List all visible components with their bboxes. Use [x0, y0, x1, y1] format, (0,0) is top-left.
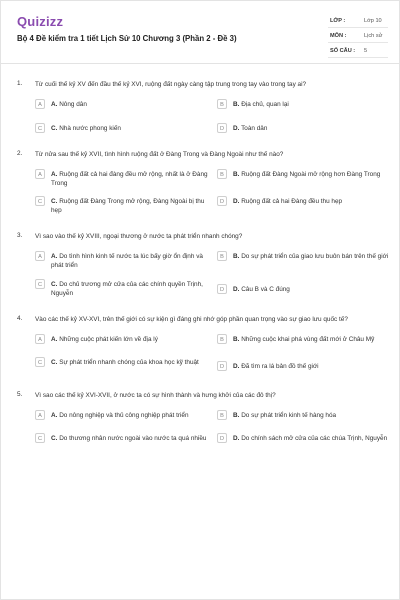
option-text: Do chính sách mở cửa của các chúa Trịnh, Nguyễn — [241, 435, 388, 442]
option-letter: C. — [51, 435, 58, 442]
option-text: Do sự phát triển của giao lưu buôn bán trên thế giới — [241, 253, 389, 260]
option-text: Sự phát triển nhanh chóng của khoa học kỹ thuật — [59, 359, 199, 366]
option-text: Nông dân — [59, 101, 87, 108]
option-letter: C. — [51, 198, 58, 205]
option-text: Địa chủ, quan lại — [241, 101, 289, 108]
option-box: C — [35, 433, 45, 443]
option-letter: D. — [233, 363, 240, 370]
option-letter: B. — [233, 171, 240, 178]
option-letter: D. — [233, 125, 240, 132]
option-letter: C. — [51, 281, 58, 288]
option-letter: A. — [51, 336, 58, 343]
option-box: A — [35, 410, 45, 420]
option-box: A — [35, 99, 45, 109]
option-box: B — [217, 169, 227, 179]
option-box: C — [35, 279, 45, 289]
meta-key: MÔN : — [330, 33, 347, 39]
option-box: C — [35, 123, 45, 133]
meta-row-grade — [328, 15, 388, 28]
option-text: Nhà nước phong kiến — [59, 125, 121, 132]
option-box: A — [35, 334, 45, 344]
option-text: Do sự phát triển kinh tế hàng hóa — [241, 412, 337, 419]
option-letter: B. — [233, 336, 240, 343]
option-text: Do tình hình kinh tế nước ta lúc bấy giờ ổn định và phát triển — [51, 253, 203, 269]
option-letter: D. — [233, 435, 240, 442]
question-text: Vì sao vào thế kỷ XVIII, ngoại thương ở nước ta phát triển nhanh chóng? — [35, 233, 243, 240]
meta-row-question-count — [328, 45, 388, 58]
option-letter: B. — [233, 253, 240, 260]
meta-key: LỚP : — [330, 18, 346, 24]
option-box: D — [217, 196, 227, 206]
option-letter: A. — [51, 253, 58, 260]
option-box: D — [217, 361, 227, 371]
option-box: A — [35, 251, 45, 261]
meta-row-subject — [328, 30, 388, 43]
question-text: Vì sao các thế kỷ XVI-XVII, ở nước ta có sự hình thành và hưng khởi của các đô thị? — [35, 392, 276, 399]
option-letter: A. — [51, 171, 58, 178]
option-text: Câu B và C đúng — [241, 286, 290, 293]
option-letter: C. — [51, 125, 58, 132]
question-number: 3. — [17, 232, 23, 239]
option-text: Ruộng đất cả hai Đàng đều thu hẹp — [241, 198, 343, 205]
question-text: Vào các thế kỷ XV-XVI, trên thế giới có sự kiện gì đáng ghi nhớ góp phần quan trọng vào sự giao lưu quốc tế? — [35, 316, 348, 323]
question-text: Từ nửa sau thế kỷ XVII, tình hình ruộng đất ở Đàng Trong và Đàng Ngoài như thế nào? — [35, 151, 284, 158]
option-text: Ruộng đất Đàng Ngoài mở rộng hơn Đàng Trong — [241, 171, 381, 178]
option-text: Đã tìm ra lá bản đồ thế giới — [241, 363, 319, 370]
option-box: C — [35, 357, 45, 367]
question-number: 2. — [17, 150, 23, 157]
option-box: D — [217, 123, 227, 133]
option-box: D — [217, 433, 227, 443]
option-letter: B. — [233, 412, 240, 419]
option-text: Ruộng đất cả hai đàng đều mở rộng, nhất là ở Đàng Trong — [51, 171, 208, 187]
meta-value: 5 — [364, 48, 368, 54]
option-box: B — [217, 410, 227, 420]
option-text: Toàn dân — [241, 125, 268, 132]
option-letter: B. — [233, 101, 240, 108]
option-box: B — [217, 334, 227, 344]
meta-value: Lịch sử — [364, 33, 383, 39]
option-letter: A. — [51, 101, 58, 108]
option-text: Do chủ trương mở cửa của các chính quyền Trịnh, Nguyễn — [51, 281, 203, 297]
option-box: B — [217, 99, 227, 109]
option-letter: A. — [51, 412, 58, 419]
option-box: A — [35, 169, 45, 179]
worksheet-title: Bộ 4 Đề kiểm tra 1 tiết Lịch Sử 10 Chương 3 (Phần 2 - Đề 3) — [17, 34, 237, 43]
header-divider — [1, 63, 399, 64]
option-text: Những cuộc phát kiến lớn về địa lý — [59, 336, 158, 343]
option-text: Do nông nghiệp và thủ công nghiệp phát triển — [59, 412, 189, 419]
meta-value: Lớp 10 — [364, 18, 382, 24]
option-box: C — [35, 196, 45, 206]
option-letter: D. — [233, 198, 240, 205]
meta-key: SỐ CÂU : — [330, 48, 356, 54]
option-box: D — [217, 284, 227, 294]
option-box: B — [217, 251, 227, 261]
option-letter: C. — [51, 359, 58, 366]
option-letter: D. — [233, 286, 240, 293]
question-number: 5. — [17, 391, 23, 398]
question-number: 4. — [17, 315, 23, 322]
question-number: 1. — [17, 80, 23, 87]
option-text: Do thương nhân nước ngoài vào nước ta quá nhiều — [59, 435, 207, 442]
question-text: Từ cuối thế kỷ XV đến đầu thế kỷ XVI, ruộng đất ngày càng tập trung trong tay vào trong tay ai? — [35, 81, 307, 88]
quizizz-logo: Quizizz — [17, 14, 64, 29]
option-text: Những cuộc khai phá vùng đất mới ở Châu Mỹ — [241, 336, 375, 343]
option-text: Ruộng đất Đàng Trong mở rộng, Đàng Ngoài bị thu hẹp — [51, 198, 205, 214]
